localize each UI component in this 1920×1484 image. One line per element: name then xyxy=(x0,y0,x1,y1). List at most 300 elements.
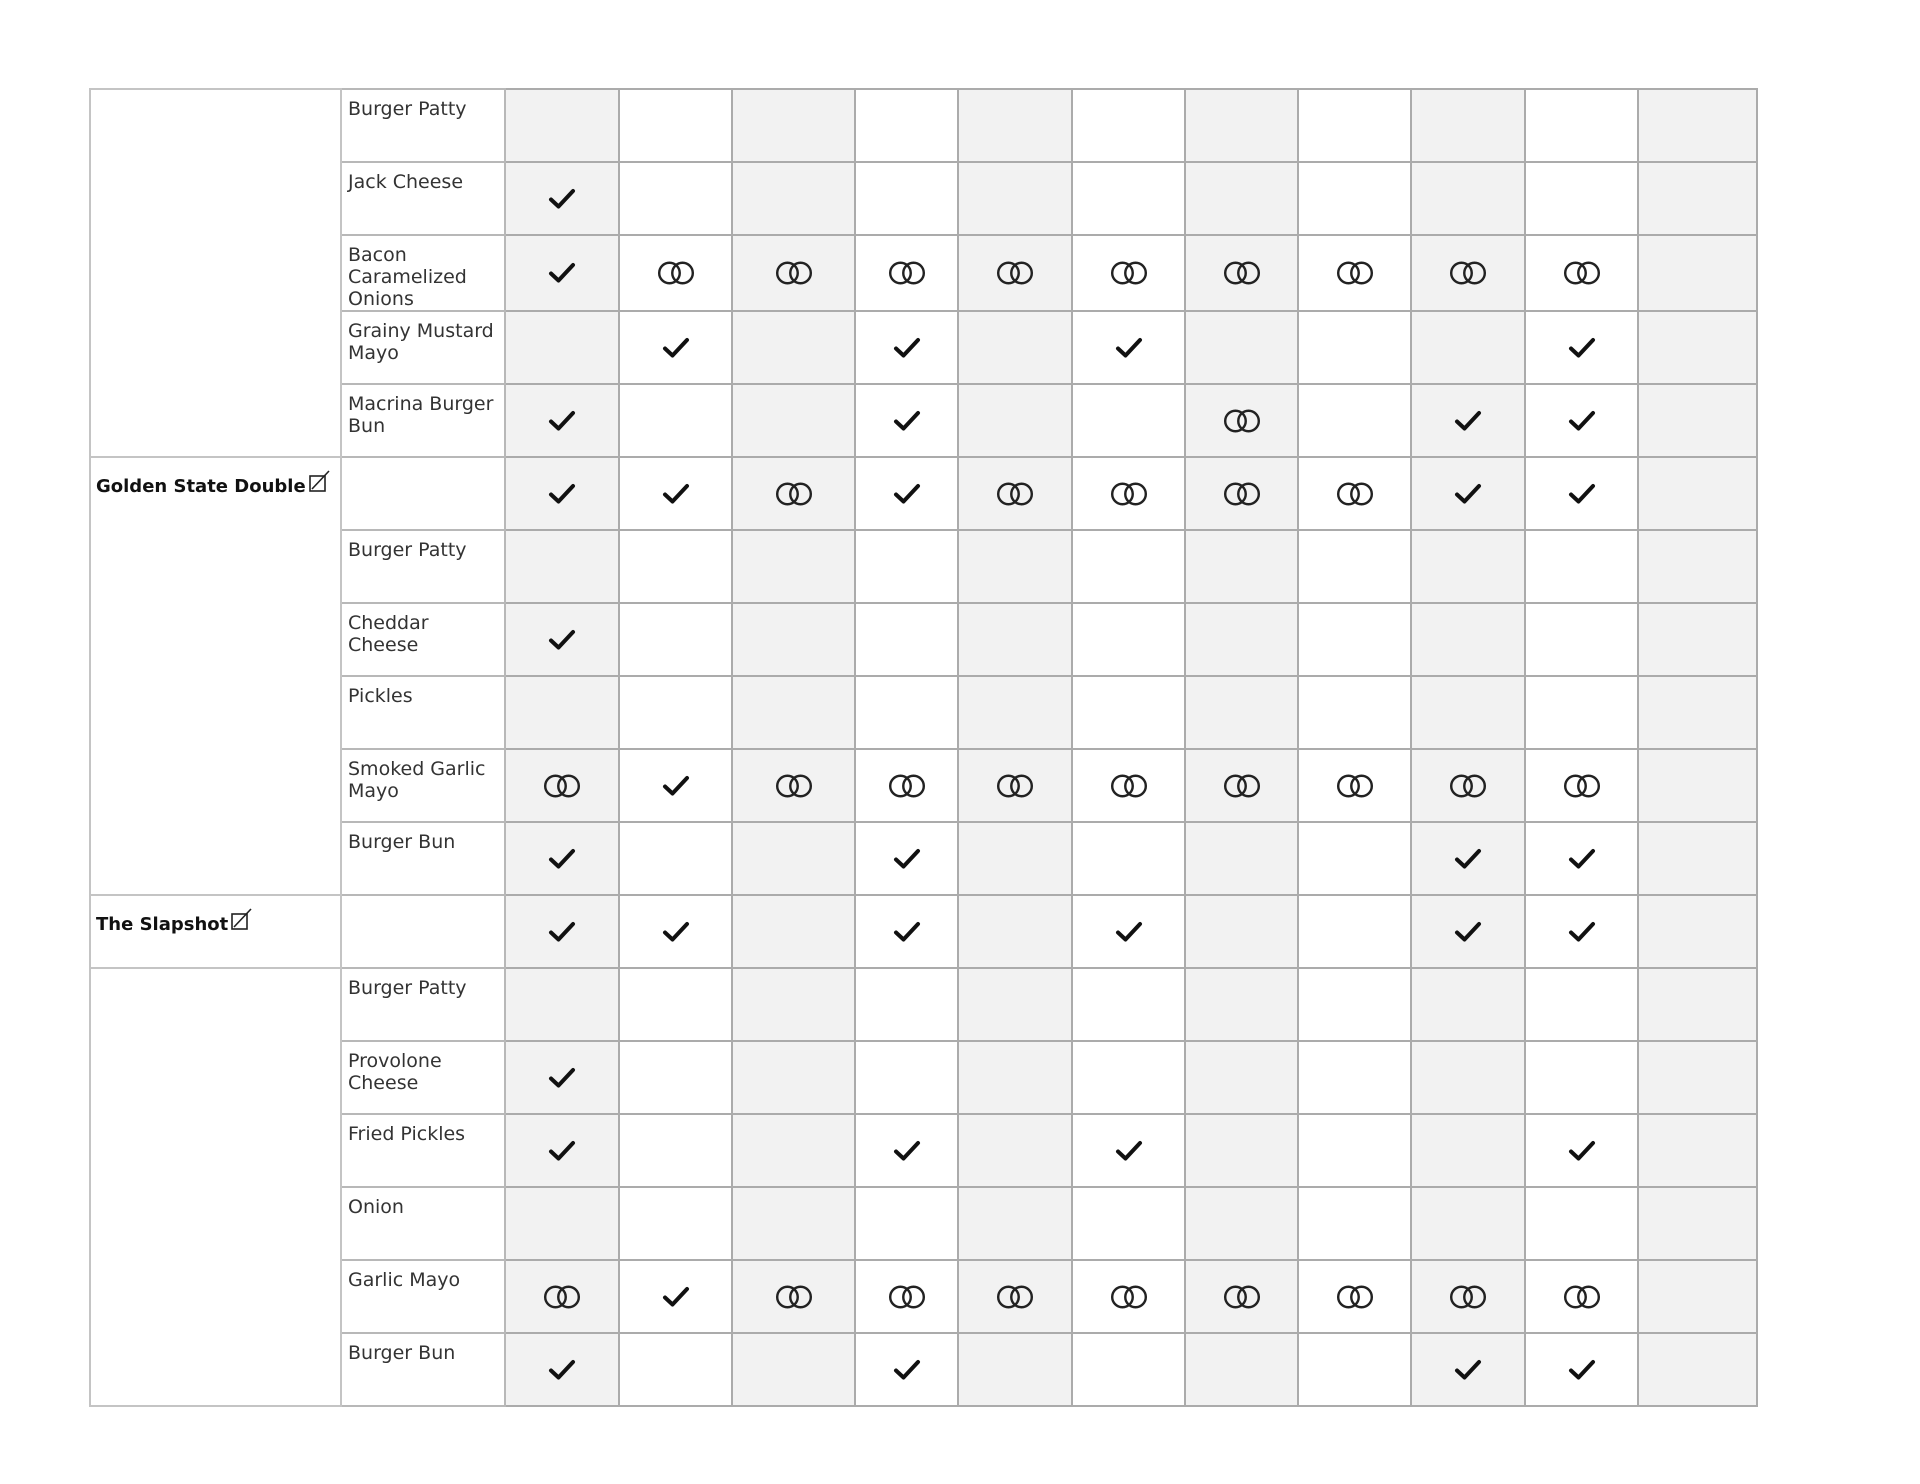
check-icon xyxy=(546,407,578,435)
check-icon xyxy=(1566,1356,1598,1384)
mark-cell xyxy=(1411,311,1525,384)
mark-cell xyxy=(855,1114,958,1187)
menu-item-title: The Slapshot xyxy=(96,914,229,935)
mark-cell xyxy=(1185,457,1298,530)
mark-cell xyxy=(1072,162,1185,235)
check-icon xyxy=(891,1356,923,1384)
check-icon xyxy=(891,334,923,362)
mark-cell xyxy=(1185,1260,1298,1333)
mark-cell xyxy=(1411,1260,1525,1333)
grid-row xyxy=(90,311,1757,384)
mark-cell xyxy=(1298,384,1411,457)
mark-cell xyxy=(1185,235,1298,311)
check-icon xyxy=(1452,407,1484,435)
ingredient-label: Macrina Burger Bun xyxy=(348,393,494,437)
check-icon xyxy=(1113,1137,1145,1165)
ingredient-cell xyxy=(341,311,505,384)
menu-item-title: Golden State Double xyxy=(96,476,306,497)
mark-cell xyxy=(1072,603,1185,676)
mark-cell xyxy=(855,311,958,384)
ingredient-label: Fried Pickles xyxy=(348,1123,466,1145)
mark-cell xyxy=(732,89,855,162)
interlocking-rings-icon xyxy=(540,1283,584,1311)
mark-cell xyxy=(505,1333,619,1406)
ingredient-cell xyxy=(341,749,505,822)
mark-cell xyxy=(1185,603,1298,676)
interlocking-rings-icon xyxy=(1107,1283,1151,1311)
interlocking-rings-icon xyxy=(1220,1283,1264,1311)
mark-cell xyxy=(1298,603,1411,676)
menu-item-name xyxy=(96,476,333,497)
mark-cell xyxy=(958,457,1072,530)
mark-cell xyxy=(732,1260,855,1333)
interlocking-rings-icon xyxy=(993,259,1037,287)
interlocking-rings-icon xyxy=(1220,772,1264,800)
menu-item-name-cell xyxy=(90,968,341,1406)
ingredient-cell xyxy=(341,457,505,530)
mark-cell xyxy=(1072,749,1185,822)
mark-cell xyxy=(619,235,732,311)
mark-cell xyxy=(619,457,732,530)
mark-cell xyxy=(732,530,855,603)
mark-cell xyxy=(1072,1187,1185,1260)
ingredient-label: Grainy Mustard Mayo xyxy=(348,320,494,364)
check-icon xyxy=(1452,480,1484,508)
mark-cell xyxy=(619,1187,732,1260)
interlocking-rings-icon xyxy=(1560,259,1604,287)
mark-cell xyxy=(1411,1333,1525,1406)
mark-cell xyxy=(732,895,855,968)
ingredient-cell xyxy=(341,822,505,895)
mark-cell xyxy=(1525,89,1638,162)
grid-row xyxy=(90,384,1757,457)
mark-cell xyxy=(619,1333,732,1406)
mark-cell xyxy=(1072,311,1185,384)
mark-cell xyxy=(855,1187,958,1260)
mark-cell xyxy=(1185,89,1298,162)
grid-row xyxy=(90,603,1757,676)
ingredient-label: Burger Bun xyxy=(348,1342,456,1364)
ingredient-label: Onion xyxy=(348,1196,404,1218)
check-icon xyxy=(546,626,578,654)
mark-cell xyxy=(855,89,958,162)
interlocking-rings-icon xyxy=(1446,772,1490,800)
mark-cell xyxy=(1072,895,1185,968)
ingredient-label: Provolone Cheese xyxy=(348,1050,442,1094)
mark-cell xyxy=(1298,1333,1411,1406)
menu-item-name-cell xyxy=(90,457,341,895)
mark-cell xyxy=(1411,968,1525,1041)
mark-cell xyxy=(1185,1041,1298,1114)
mark-cell xyxy=(505,235,619,311)
mark-cell xyxy=(1072,235,1185,311)
mark-cell xyxy=(1411,603,1525,676)
mark-cell xyxy=(505,1114,619,1187)
check-icon xyxy=(660,480,692,508)
check-icon xyxy=(1566,407,1598,435)
ingredient-cell xyxy=(341,235,505,311)
mark-cell xyxy=(1525,1187,1638,1260)
ingredient-label: Bacon Caramelized Onions xyxy=(348,244,467,310)
grid-row xyxy=(90,235,1757,311)
mark-cell xyxy=(1525,384,1638,457)
mark-cell xyxy=(505,749,619,822)
mark-cell xyxy=(958,1041,1072,1114)
interlocking-rings-icon xyxy=(993,1283,1037,1311)
mark-cell xyxy=(958,162,1072,235)
mark-cell xyxy=(1525,749,1638,822)
mark-cell xyxy=(1072,89,1185,162)
ingredient-label: Burger Patty xyxy=(348,98,467,120)
interlocking-rings-icon xyxy=(1333,480,1377,508)
check-icon xyxy=(891,1137,923,1165)
mark-cell xyxy=(1072,676,1185,749)
mark-cell xyxy=(1638,89,1757,162)
mark-cell xyxy=(1298,311,1411,384)
ingredient-label: Burger Patty xyxy=(348,977,467,999)
mark-cell xyxy=(619,1041,732,1114)
check-icon xyxy=(1566,918,1598,946)
check-icon xyxy=(1113,334,1145,362)
mark-cell xyxy=(958,1260,1072,1333)
mark-cell xyxy=(1411,235,1525,311)
mark-cell xyxy=(505,603,619,676)
interlocking-rings-icon xyxy=(1220,259,1264,287)
interlocking-rings-icon xyxy=(1560,772,1604,800)
mark-cell xyxy=(1525,1114,1638,1187)
mark-cell xyxy=(855,384,958,457)
check-icon xyxy=(660,918,692,946)
mark-cell xyxy=(732,603,855,676)
ingredient-label: Smoked Garlic Mayo xyxy=(348,758,486,802)
mark-cell xyxy=(1185,822,1298,895)
mark-cell xyxy=(1525,311,1638,384)
check-icon xyxy=(1566,845,1598,873)
check-icon xyxy=(546,185,578,213)
mark-cell xyxy=(619,822,732,895)
mark-cell xyxy=(1298,235,1411,311)
grid-row xyxy=(90,162,1757,235)
mark-cell xyxy=(1525,603,1638,676)
interlocking-rings-icon xyxy=(1220,407,1264,435)
mark-cell xyxy=(1411,1114,1525,1187)
grid-row xyxy=(90,1260,1757,1333)
mark-cell xyxy=(1638,968,1757,1041)
ingredient-cell xyxy=(341,1333,505,1406)
mark-cell xyxy=(505,162,619,235)
mark-cell xyxy=(505,968,619,1041)
ingredient-cell xyxy=(341,1114,505,1187)
ingredient-cell xyxy=(341,1260,505,1333)
interlocking-rings-icon xyxy=(1446,259,1490,287)
mark-cell xyxy=(619,162,732,235)
mark-cell xyxy=(958,968,1072,1041)
ingredient-label: Pickles xyxy=(348,685,413,707)
mark-cell xyxy=(855,1041,958,1114)
mark-cell xyxy=(732,1187,855,1260)
interlocking-rings-icon xyxy=(885,772,929,800)
mark-cell xyxy=(1185,749,1298,822)
grid-row xyxy=(90,89,1757,162)
mark-cell xyxy=(1185,676,1298,749)
mark-cell xyxy=(1411,1041,1525,1114)
mark-cell xyxy=(1072,1260,1185,1333)
mark-cell xyxy=(855,235,958,311)
mark-cell xyxy=(1298,822,1411,895)
check-icon xyxy=(546,1137,578,1165)
check-icon xyxy=(891,918,923,946)
check-icon xyxy=(1566,334,1598,362)
mark-cell xyxy=(1638,457,1757,530)
ingredient-label: Burger Patty xyxy=(348,539,467,561)
check-icon xyxy=(546,1356,578,1384)
mark-cell xyxy=(1185,1187,1298,1260)
mark-cell xyxy=(1185,311,1298,384)
ingredient-cell xyxy=(341,162,505,235)
check-icon xyxy=(1566,1137,1598,1165)
mark-cell xyxy=(1411,89,1525,162)
mark-cell xyxy=(855,676,958,749)
mark-cell xyxy=(1298,1114,1411,1187)
mark-cell xyxy=(855,822,958,895)
mark-cell xyxy=(1298,676,1411,749)
interlocking-rings-icon xyxy=(1107,480,1151,508)
check-icon xyxy=(546,259,578,287)
mark-cell xyxy=(1525,822,1638,895)
mark-cell xyxy=(1411,895,1525,968)
mark-cell xyxy=(732,1041,855,1114)
grid-row xyxy=(90,749,1757,822)
mark-cell xyxy=(1638,1333,1757,1406)
mark-cell xyxy=(1411,530,1525,603)
interlocking-rings-icon xyxy=(1333,1283,1377,1311)
mark-cell xyxy=(732,235,855,311)
mark-cell xyxy=(732,311,855,384)
ingredient-label: Cheddar Cheese xyxy=(348,612,429,656)
interlocking-rings-icon xyxy=(1560,1283,1604,1311)
mark-cell xyxy=(1411,457,1525,530)
mark-cell xyxy=(732,384,855,457)
grid-row xyxy=(90,676,1757,749)
mark-cell xyxy=(1298,530,1411,603)
edit-note-icon[interactable] xyxy=(229,906,255,932)
mark-cell xyxy=(855,749,958,822)
mark-cell xyxy=(958,895,1072,968)
mark-cell xyxy=(505,89,619,162)
mark-cell xyxy=(619,676,732,749)
mark-cell xyxy=(619,89,732,162)
grid-row xyxy=(90,1333,1757,1406)
ingredient-cell xyxy=(341,1041,505,1114)
mark-cell xyxy=(1072,1114,1185,1187)
mark-cell xyxy=(1525,457,1638,530)
ingredient-cell xyxy=(341,895,505,968)
mark-cell xyxy=(1072,384,1185,457)
check-icon xyxy=(660,334,692,362)
interlocking-rings-icon xyxy=(540,772,584,800)
mark-cell xyxy=(619,530,732,603)
mark-cell xyxy=(619,603,732,676)
mark-cell xyxy=(505,457,619,530)
mark-cell xyxy=(1525,1260,1638,1333)
mark-cell xyxy=(505,1260,619,1333)
mark-cell xyxy=(1298,895,1411,968)
interlocking-rings-icon xyxy=(993,480,1037,508)
grid-row xyxy=(90,1041,1757,1114)
ingredient-label: Jack Cheese xyxy=(348,171,464,193)
ingredient-cell xyxy=(341,89,505,162)
check-icon xyxy=(1452,845,1484,873)
mark-cell xyxy=(732,822,855,895)
menu-item-name xyxy=(96,914,255,935)
grid-row xyxy=(90,530,1757,603)
mark-cell xyxy=(1411,749,1525,822)
mark-cell xyxy=(1185,968,1298,1041)
mark-cell xyxy=(1298,1041,1411,1114)
ingredient-cell xyxy=(341,1187,505,1260)
mark-cell xyxy=(855,1333,958,1406)
mark-cell xyxy=(958,676,1072,749)
check-icon xyxy=(546,845,578,873)
mark-cell xyxy=(1525,895,1638,968)
mark-cell xyxy=(505,895,619,968)
mark-cell xyxy=(958,311,1072,384)
mark-cell xyxy=(1072,1333,1185,1406)
mark-cell xyxy=(958,822,1072,895)
check-icon xyxy=(891,407,923,435)
mark-cell xyxy=(1072,457,1185,530)
check-icon xyxy=(1452,918,1484,946)
mark-cell xyxy=(958,530,1072,603)
mark-cell xyxy=(855,1260,958,1333)
mark-cell xyxy=(1185,384,1298,457)
ingredient-label: Garlic Mayo xyxy=(348,1269,461,1291)
mark-cell xyxy=(732,1114,855,1187)
mark-cell xyxy=(1411,822,1525,895)
interlocking-rings-icon xyxy=(1446,1283,1490,1311)
mark-cell xyxy=(958,89,1072,162)
mark-cell xyxy=(855,895,958,968)
grid-row xyxy=(90,822,1757,895)
interlocking-rings-icon xyxy=(772,480,816,508)
mark-cell xyxy=(1185,530,1298,603)
mark-cell xyxy=(1072,530,1185,603)
mark-cell xyxy=(1298,749,1411,822)
mark-cell xyxy=(1638,162,1757,235)
interlocking-rings-icon xyxy=(772,259,816,287)
edit-note-icon[interactable] xyxy=(307,468,333,494)
menu-item-name-cell xyxy=(90,895,341,968)
check-icon xyxy=(891,480,923,508)
grid-row xyxy=(90,457,1757,530)
mark-cell xyxy=(1525,968,1638,1041)
interlocking-rings-icon xyxy=(772,772,816,800)
mark-cell xyxy=(1411,384,1525,457)
mark-cell xyxy=(1638,384,1757,457)
mark-cell xyxy=(1298,1260,1411,1333)
mark-cell xyxy=(732,968,855,1041)
mark-cell xyxy=(1638,530,1757,603)
mark-cell xyxy=(1638,822,1757,895)
mark-cell xyxy=(958,384,1072,457)
mark-cell xyxy=(1298,162,1411,235)
mark-cell xyxy=(1411,162,1525,235)
mark-cell xyxy=(505,676,619,749)
mark-cell xyxy=(1638,1260,1757,1333)
mark-cell xyxy=(505,384,619,457)
mark-cell xyxy=(1525,676,1638,749)
check-icon xyxy=(891,845,923,873)
mark-cell xyxy=(505,1041,619,1114)
mark-cell xyxy=(1185,1114,1298,1187)
mark-cell xyxy=(619,1114,732,1187)
mark-cell xyxy=(505,311,619,384)
ingredient-cell xyxy=(341,384,505,457)
interlocking-rings-icon xyxy=(654,259,698,287)
mark-cell xyxy=(732,676,855,749)
mark-cell xyxy=(855,457,958,530)
mark-cell xyxy=(619,749,732,822)
ingredient-cell xyxy=(341,676,505,749)
grid-row xyxy=(90,895,1757,968)
ingredient-cell xyxy=(341,968,505,1041)
check-icon xyxy=(1566,480,1598,508)
grid-row xyxy=(90,968,1757,1041)
mark-cell xyxy=(1298,89,1411,162)
check-icon xyxy=(660,772,692,800)
mark-cell xyxy=(619,311,732,384)
mark-cell xyxy=(732,162,855,235)
mark-cell xyxy=(1525,1041,1638,1114)
interlocking-rings-icon xyxy=(1333,259,1377,287)
mark-cell xyxy=(855,603,958,676)
grid-row xyxy=(90,1114,1757,1187)
interlocking-rings-icon xyxy=(885,1283,929,1311)
mark-cell xyxy=(1411,676,1525,749)
mark-cell xyxy=(1525,1333,1638,1406)
grid-row xyxy=(90,1187,1757,1260)
check-icon xyxy=(660,1283,692,1311)
mark-cell xyxy=(1638,895,1757,968)
mark-cell xyxy=(1525,530,1638,603)
mark-cell xyxy=(1638,749,1757,822)
mark-cell xyxy=(855,162,958,235)
mark-cell xyxy=(1185,162,1298,235)
mark-cell xyxy=(732,1333,855,1406)
menu-item-name-cell xyxy=(90,89,341,457)
mark-cell xyxy=(1298,968,1411,1041)
mark-cell xyxy=(1638,603,1757,676)
mark-cell xyxy=(1638,676,1757,749)
mark-cell xyxy=(1638,1041,1757,1114)
mark-cell xyxy=(855,968,958,1041)
mark-cell xyxy=(619,1260,732,1333)
allergen-grid xyxy=(89,88,1758,1407)
interlocking-rings-icon xyxy=(772,1283,816,1311)
mark-cell xyxy=(732,749,855,822)
interlocking-rings-icon xyxy=(1107,772,1151,800)
mark-cell xyxy=(619,968,732,1041)
check-icon xyxy=(546,480,578,508)
check-icon xyxy=(1452,1356,1484,1384)
mark-cell xyxy=(1525,162,1638,235)
mark-cell xyxy=(958,749,1072,822)
mark-cell xyxy=(1298,1187,1411,1260)
mark-cell xyxy=(505,530,619,603)
mark-cell xyxy=(958,603,1072,676)
interlocking-rings-icon xyxy=(1220,480,1264,508)
mark-cell xyxy=(1185,895,1298,968)
